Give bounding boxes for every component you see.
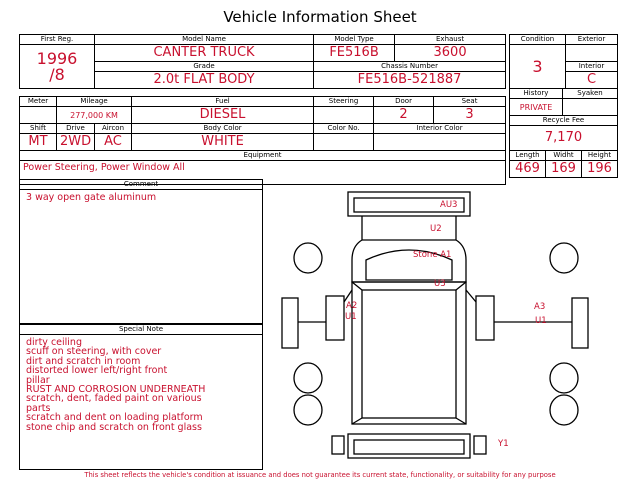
special-note-line: RUST AND CORROSION UNDERNEATH — [26, 384, 206, 396]
right-bed-rail — [456, 282, 466, 290]
special-note-line: stone chip and scratch on front glass — [26, 421, 202, 433]
interior-color-value — [374, 134, 506, 151]
shift-label: Shift — [20, 124, 57, 134]
sheet-title: Vehicle Information Sheet — [223, 8, 417, 26]
syaken-value — [563, 99, 618, 116]
history-label: History — [510, 89, 563, 99]
mark-hood: U2 — [430, 224, 442, 234]
steering-value — [314, 107, 374, 124]
rear-gate-inner — [354, 440, 464, 454]
truck-damage-diagram — [280, 182, 616, 470]
exterior-value — [566, 45, 618, 62]
syaken-label: Syaken — [563, 89, 618, 99]
length-label: Length — [510, 151, 546, 161]
mark-right-door-u: U1 — [535, 316, 547, 326]
condition-score: 3 — [510, 45, 566, 89]
meter-value — [20, 107, 57, 124]
cargo-bed-outline — [362, 290, 456, 418]
mark-glass: Stone A1 — [413, 250, 452, 260]
comment-box — [19, 179, 263, 324]
mark-left-door-u: U1 — [345, 312, 357, 322]
rear-left-tire-1 — [294, 363, 322, 393]
right-side-panel — [572, 298, 588, 348]
door-label: Door — [374, 97, 434, 107]
equipment-label: Equipment — [20, 151, 506, 161]
mark-rear: Y1 — [498, 439, 509, 449]
special-note-label: Special Note — [20, 325, 262, 335]
height-label: Height — [582, 151, 618, 161]
cab-outline — [352, 216, 466, 282]
fuel-label: Fuel — [132, 97, 314, 107]
aircon-value: AC — [95, 134, 132, 151]
special-note-line: dirty ceiling — [26, 337, 82, 348]
left-mirror — [326, 296, 344, 340]
model-type-value: FE516B — [314, 45, 395, 62]
aircon-label: Aircon — [95, 124, 132, 134]
special-note-line: scuff on steering, with cover — [26, 346, 162, 358]
right-tail-lamp — [474, 436, 486, 454]
first-reg-cell — [20, 45, 95, 89]
fuel-value: DIESEL — [132, 107, 314, 124]
door-value: 2 — [374, 107, 434, 124]
body-color-value: WHITE — [132, 134, 314, 151]
mark-right-door-a: A3 — [534, 302, 546, 312]
chassis-number-value: FE516B-521887 — [314, 72, 506, 89]
row-spacer — [20, 89, 506, 97]
history-table — [509, 88, 618, 178]
special-note-line: parts — [26, 402, 51, 414]
grade-value: 2.0t FLAT BODY — [95, 72, 314, 89]
special-note-box — [19, 324, 263, 470]
interior-label: Interior — [566, 62, 618, 72]
rear-right-tire-2 — [550, 395, 578, 425]
recycle-fee-label: Recycle Fee — [510, 116, 618, 126]
special-note-line: distorted lower left/right front — [26, 365, 168, 377]
rear-left-tire-2 — [294, 395, 322, 425]
model-type-label: Model Type — [314, 35, 395, 45]
left-bed-corner — [352, 418, 362, 424]
right-bed-corner — [456, 418, 466, 424]
comment-label: Comment — [20, 180, 262, 190]
width-value: 169 — [546, 161, 582, 178]
height-value: 196 — [582, 161, 618, 178]
condition-table — [509, 34, 618, 89]
width-label: Widht — [546, 151, 582, 161]
special-note-line: scratch, dent, faded paint on various — [26, 393, 202, 405]
history-value: PRIVATE — [510, 99, 563, 116]
front-right-tire — [550, 243, 578, 273]
equipment-value: Power Steering, Power Window All — [20, 161, 506, 185]
recycle-fee-value: 7,170 — [510, 126, 618, 151]
special-note-line: pillar — [26, 374, 50, 386]
length-value: 469 — [510, 161, 546, 178]
right-mirror-arm — [466, 290, 476, 302]
steering-label: Steering — [314, 97, 374, 107]
comment-text: 3 way open gate aluminum — [26, 192, 157, 203]
color-no-value — [314, 134, 374, 151]
mileage-value: 277,000 KM — [57, 107, 132, 124]
chassis-number-label: Chassis Number — [314, 62, 506, 72]
front-left-tire — [294, 243, 322, 273]
exterior-label: Exterior — [566, 35, 618, 45]
mileage-label: Mileage — [57, 97, 132, 107]
first-reg-month: /8 — [49, 64, 65, 84]
condition-label: Condition — [510, 35, 566, 45]
grade-label: Grade — [95, 62, 314, 72]
interior-color-label: Interior Color — [374, 124, 506, 134]
drive-label: Drive — [57, 124, 95, 134]
cargo-body-outline — [352, 279, 466, 424]
vehicle-info-table — [19, 34, 506, 185]
first-reg-label: First Reg. — [20, 35, 95, 45]
drive-value: 2WD — [57, 134, 95, 151]
exhaust-label: Exhaust — [395, 35, 506, 45]
special-note-list — [20, 335, 262, 435]
right-mirror — [476, 296, 494, 340]
interior-value: C — [566, 72, 618, 89]
model-name-label: Model Name — [95, 35, 314, 45]
left-side-panel — [282, 298, 298, 348]
left-bed-rail — [352, 282, 362, 290]
mark-front-bumper: AU3 — [440, 200, 458, 210]
color-no-label: Color No. — [314, 124, 374, 134]
rear-right-tire-1 — [550, 363, 578, 393]
exhaust-value: 3600 — [395, 45, 506, 62]
special-note-line: dirt and scratch in room — [26, 355, 141, 367]
disclaimer-footer: This sheet reflects the vehicle's condition at issuance and does not guarantee its current state, functionality, or suitability for any purpose — [84, 471, 556, 479]
shift-value: MT — [20, 134, 57, 151]
first-reg-year: 1996 — [36, 48, 78, 68]
seat-value: 3 — [434, 107, 506, 124]
mark-left-door-a: A2 — [346, 301, 358, 311]
left-tail-lamp — [332, 436, 344, 454]
seat-label: Seat — [434, 97, 506, 107]
special-note-line: scratch and dent on loading platform — [26, 412, 203, 424]
model-name-value: CANTER TRUCK — [95, 45, 314, 62]
meter-label: Meter — [20, 97, 57, 107]
body-color-label: Body Color — [132, 124, 314, 134]
mark-roof: U3 — [434, 279, 446, 289]
